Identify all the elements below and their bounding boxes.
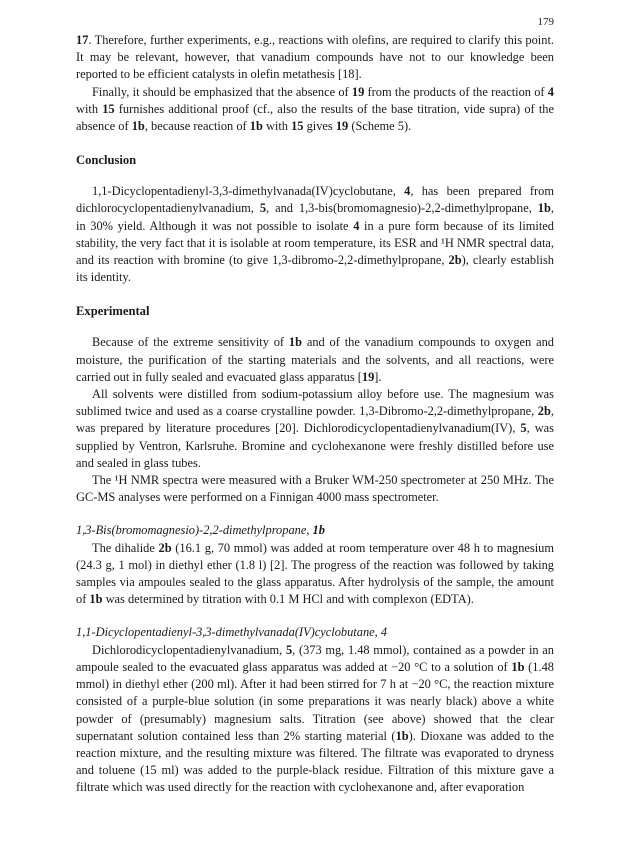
paragraph-absence-proof: Finally, it should be emphasized that the absence of 19 from the products of the reaction of 4 with 15 furnishes additional proof (cf., also the results of the base titration, vide supra) of the absence of 1b, because reaction of 1b with 15 gives 19 (Scheme 5). (76, 84, 554, 134)
paragraph-dihalide: The dihalide 2b (16.1 g, 70 mmol) was added at room temperature over 48 h to magnesium (24.3 g, 1 mol) in diethyl ether (1.8 l) [2]. The progress of the reaction was followed by taking samples via ampoules sealed to the glass apparatus. After hydrolysis of the sample, the amount of 1b was determined by titration with 0.1 M HCl and with complexon (EDTA). (76, 540, 554, 607)
page-number: 179 (537, 16, 554, 28)
paragraph-nmr: The ¹H NMR spectra were measured with a Bruker WM-250 spectrometer at 250 MHz. The GC-MS analyses were performed on a Finnigan 4000 mass spectrometer. (76, 473, 554, 505)
conclusion-heading: Conclusion (76, 153, 137, 168)
paragraph-solvents: All solvents were distilled from sodium-potassium alloy before use. The magnesium was sublimed twice and used as a coarse crystalline powder. 1,3-Dibromo-2,2-dimethylpropane, 2b, was prepared by literature procedures [20]. Dichlorodicyclopentadienylvanadium(IV), 5, was supplied by Ventron, Karlsruhe. Bromine and cyclohexanone were freshly distilled before use and sealed in glass tubes. (76, 387, 554, 470)
subheading-bis-bromomagnesio: 1,3-Bis(bromomagnesio)-2,2-dimethylpropane, 1b (76, 523, 325, 538)
paragraph-metathesis: 17. Therefore, further experiments, e.g., reactions with olefins, are required to clarify this point. It may be relevant, however, that vanadium compounds have not to our knowledge been reported to be efficient catalysts in olefin metathesis [18]. (76, 33, 554, 82)
paragraph-conclusion: 1,1-Dicyclopentadienyl-3,3-dimethylvanada(IV)cyclobutane, 4, has been prepared from dichlorocyclopentadienylvanadium, 5, and 1,3-bis(bromomagnesio)-2,2-dimethylpropane, 1b, in 30% yield. Although it was not possible to isolate 4 in a pure form because of its limited stability, the very fact that it is isolable at room temperature, its ESR and ¹H NMR spectral data, and its reaction with bromine (to give 1,3-dibromo-2,2-dimethylpropane, 2b), clearly establish its identity. (76, 184, 554, 285)
experimental-heading: Experimental (76, 304, 150, 319)
paragraph-preparation: Dichlorodicyclopentadienylvanadium, 5, (373 mg, 1.48 mmol), contained as a powder in an ampoule sealed to the evacuated glass apparatus was added at −20 °C to a solution of 1b (1.48 mmol) in diethyl ether (200 ml). After it had been stirred for 7 h at −20 °C, the reaction mixture consisted of a purple-blue solution (in some preparations it was nearly black) above a white powder of (presumably) magnesium salts. Titration (see above) showed that the clear supernatant solution contained less than 2% starting material (1b). Dioxane was added to the reaction mixture, and the resulting mixture was filtered. The filtrate was evaporated to dryness and toluene (15 ml) was added to the purple-black residue. Filtration of this mixture gave a filtrate which was used directly for the reaction with cyclohexanone and, after evaporation (76, 642, 554, 795)
paragraph-sensitivity: Because of the extreme sensitivity of 1b and of the vanadium compounds to oxygen and moisture, the purification of the starting materials and the solvents, and all reactions, were carried out in fully sealed and evacuated glass apparatus [19]. (76, 335, 554, 384)
subheading-vanadacyclobutane: 1,1-Dicyclopentadienyl-3,3-dimethylvanada(IV)cyclobutane, 4 (76, 625, 388, 640)
document-page (76, 12, 554, 797)
